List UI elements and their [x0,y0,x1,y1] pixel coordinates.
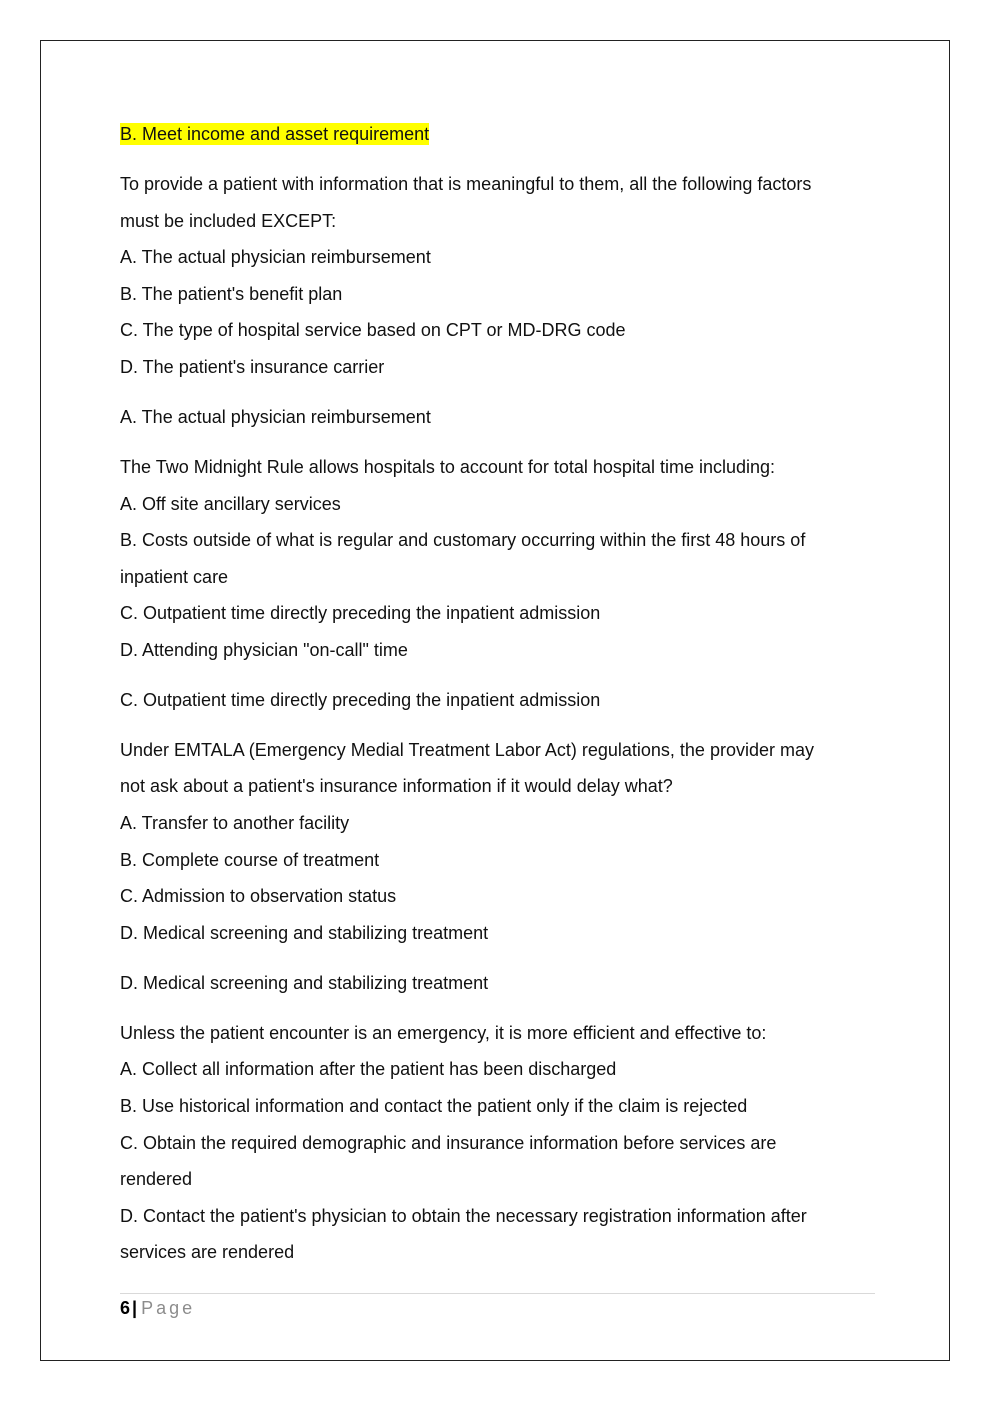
highlighted-answer-text: B. Meet income and asset requirement [120,124,430,144]
option-c-continued: rendered [120,1169,193,1190]
question-text: Under EMTALA (Emergency Medial Treatment Labor Act) regulations, the provider may [120,739,814,760]
option-d: D. Medical screening and stabilizing treatment [120,922,489,943]
question-block [120,1015,880,1271]
option-b: B. Complete course of treatment [120,849,380,870]
option-b-continued: inpatient care [120,566,229,587]
option-a: A. Transfer to another facility [120,813,350,834]
answer-text: C. Outpatient time directly preceding the inpatient admission [120,689,601,710]
option-a: A. Collect all information after the patient has been discharged [120,1059,617,1080]
option-d-continued: services are rendered [120,1242,295,1263]
option-d: D. Attending physician "on-call" time [120,639,408,660]
option-a: A. The actual physician reimbursement [120,247,431,268]
option-b: B. Costs outside of what is regular and customary occurring within the first 48 hours of [120,530,806,551]
page-label: Page [141,1298,196,1318]
question-text: Unless the patient encounter is an emergency, it is more efficient and effective to: [120,1022,767,1043]
document-body [120,116,880,1271]
option-c: C. Outpatient time directly preceding the inpatient admission [120,603,601,624]
option-d: D. The patient's insurance carrier [120,356,385,377]
option-a: A. Off site ancillary services [120,493,341,514]
answer-text: A. The actual physician reimbursement [120,406,431,427]
previous-answer [120,116,880,153]
option-d: D. Contact the patient's physician to obtain the necessary registration information after [120,1205,807,1226]
page-footer [120,1296,195,1320]
question-text: The Two Midnight Rule allows hospitals to account for total hospital time including: [120,456,776,477]
answer-text: D. Medical screening and stabilizing treatment [120,972,489,993]
question-text: To provide a patient with information that is meaningful to them, all the following factors [120,173,812,194]
footer-divider [120,1293,875,1294]
page-number: 6 [120,1298,131,1318]
footer-separator: | [132,1298,138,1318]
option-c: C. Obtain the required demographic and insurance information before services are [120,1132,777,1153]
question-text: must be included EXCEPT: [120,210,337,231]
question-block [120,166,880,386]
question-block [120,732,880,952]
option-b: B. Use historical information and contact the patient only if the claim is rejected [120,1095,748,1116]
question-text: not ask about a patient's insurance information if it would delay what? [120,776,673,797]
option-c: C. Admission to observation status [120,886,397,907]
option-c: C. The type of hospital service based on CPT or MD-DRG code [120,320,626,341]
question-block [120,449,880,669]
option-b: B. The patient's benefit plan [120,283,343,304]
